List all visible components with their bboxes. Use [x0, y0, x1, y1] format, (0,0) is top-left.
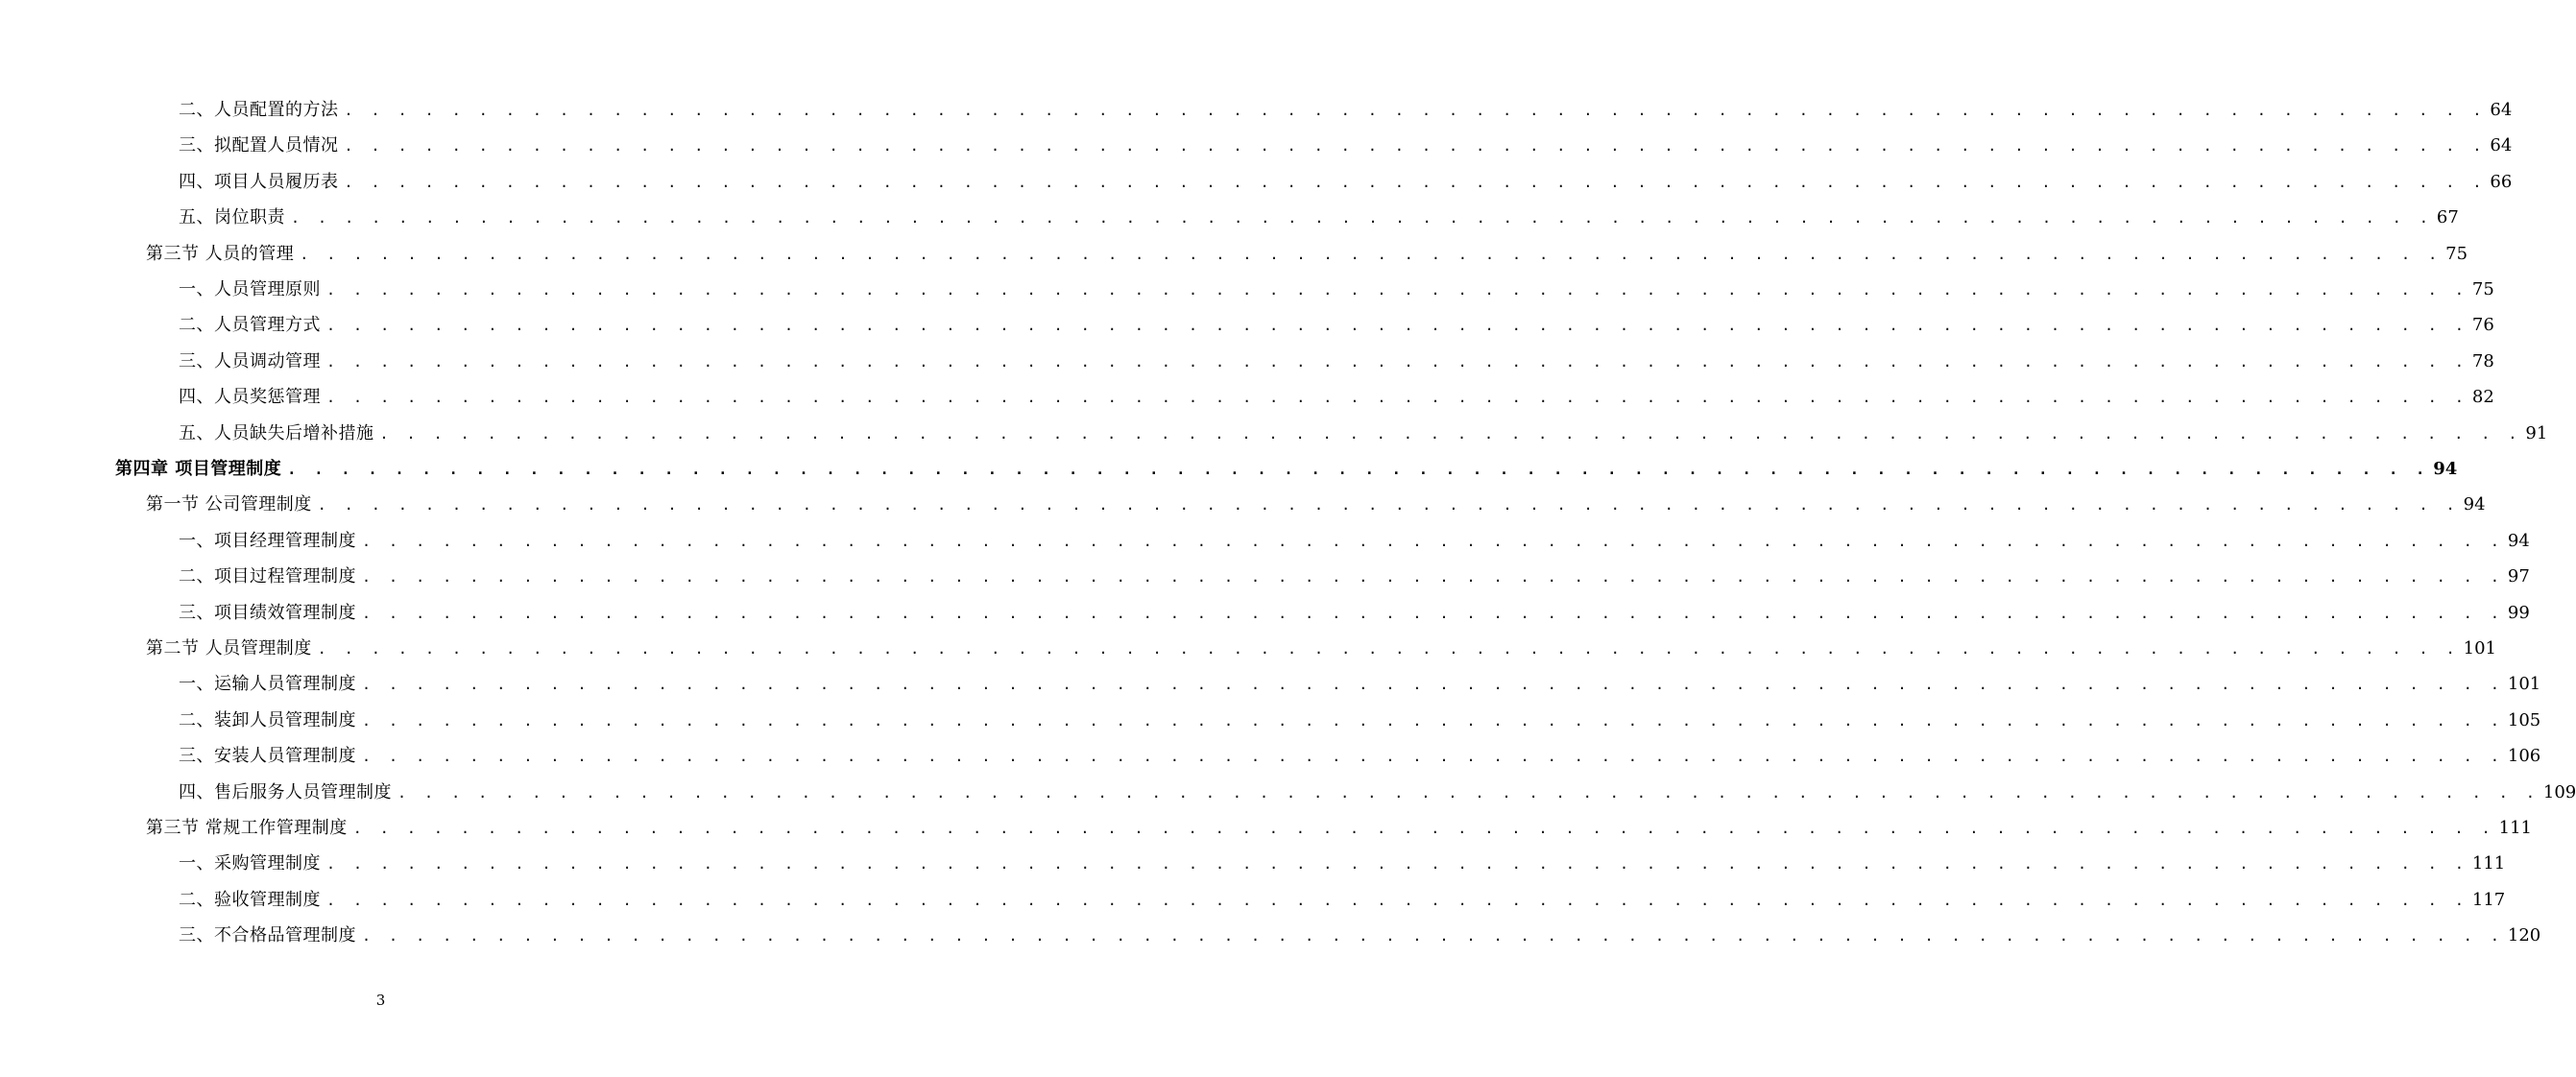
- toc-dot-leader: . . . . . . . . . . . . . . . . . . . . . . . . . . . . . . . . . . . . . . . . . . . . . . . . . . . . . . . . . . . . . . . . . . . . . . . . . . . . . . . .: [326, 891, 2468, 909]
- toc-entry-page: 109: [2542, 781, 2576, 802]
- toc-dot-leader: . . . . . . . . . . . . . . . . . . . . . . . . . . . . . . . . . . . . . . . . . . . . . . . . . . . . . . . . . . . . . . . . . . . . . . . . . . . . . . . .: [317, 640, 2460, 658]
- toc-dot-leader: . . . . . . . . . . . . . . . . . . . . . . . . . . . . . . . . . . . . . . . . . . . . . . . . . . . . . . . . . . . . . . . . . . . . . . . . . . . . . . . .: [326, 855, 2468, 874]
- toc-entry-page: 75: [2471, 279, 2494, 299]
- toc-entry-page: 97: [2507, 566, 2530, 587]
- toc-entry-title: 一、人员管理原则: [179, 279, 321, 299]
- toc-dot-leader: . . . . . . . . . . . . . . . . . . . . . . . . . . . . . . . . . . . . . . . . . . . . . . . . . . . . . . . . . . . . . . . . . . . . . . . . . . . . . . . .: [352, 820, 2495, 837]
- toc-entry-page: 82: [2471, 387, 2494, 408]
- toc-dot-leader: . . . . . . . . . . . . . . . . . . . . . . . . . . . . . . . . . . . . . . . . . . . . . . . . . . . . . . . . . . . . . . . . . . . . . . . . . . . . . . . .: [362, 604, 2504, 622]
- toc-dot-leader: . . . . . . . . . . . . . . . . . . . . . . . . . . . . . . . . . . . . . . . . . . . . . . . . . . . . . . . . . . . . . . . . . . . . . . . . . . . . . . . .: [362, 532, 2504, 550]
- toc-subsection-entry[interactable]: [179, 562, 2530, 591]
- toc-entry-page: 117: [2471, 889, 2506, 910]
- toc-entry-title: 二、人员配置的方法: [179, 100, 339, 120]
- toc-dot-leader: . . . . . . . . . . . . . . . . . . . . . . . . . . . . . . . . . . . . . . . . . . . . . . . . . . . . . . . . . . . . . . . . . . . . . . . . . . . . . . . .: [379, 424, 2522, 443]
- toc-entry-title: 五、岗位职责: [179, 207, 285, 228]
- toc-section-entry[interactable]: [146, 814, 2532, 843]
- toc-dot-leader: . . . . . . . . . . . . . . . . . . . . . . . . . . . . . . . . . . . . . . . . . . . . . . . . . . . . . . . . . . . . . . . . . . . . . . . . . . . . . . . .: [362, 568, 2504, 586]
- toc-subsection-entry[interactable]: [179, 275, 2494, 304]
- toc-entry-title: 三、人员调动管理: [179, 350, 321, 371]
- toc-entry-title: 二、人员管理方式: [179, 315, 321, 336]
- toc-entry-page: 105: [2507, 709, 2541, 730]
- toc-subsection-entry[interactable]: [179, 706, 2541, 735]
- toc-subsection-entry[interactable]: [179, 527, 2530, 556]
- toc-dot-leader: . . . . . . . . . . . . . . . . . . . . . . . . . . . . . . . . . . . . . . . . . . . . . . . . . . . . . . . . . . . . . . . . . . . . . . . . . . . . . . . .: [326, 389, 2468, 407]
- toc-entry-page: 111: [2498, 818, 2532, 838]
- toc-entry-title: 第二节 人员管理制度: [146, 638, 312, 658]
- toc-entry-title: 三、不合格品管理制度: [179, 925, 356, 946]
- toc-subsection-entry[interactable]: [179, 311, 2494, 340]
- toc-subsection-entry[interactable]: [179, 599, 2530, 628]
- toc-entry-page: 67: [2436, 207, 2459, 228]
- toc-entry-page: 106: [2507, 746, 2541, 767]
- toc-entry-title: 二、验收管理制度: [179, 889, 321, 910]
- toc-entry-title: 一、采购管理制度: [179, 853, 321, 874]
- toc-entry-title: 一、项目经理管理制度: [179, 530, 356, 551]
- toc-entry-title: 二、装卸人员管理制度: [179, 709, 356, 730]
- toc-dot-leader: . . . . . . . . . . . . . . . . . . . . . . . . . . . . . . . . . . . . . . . . . . . . . . . . . . . . . . . . . . . . . . . . . . . . . . . . . . . . . . . .: [326, 352, 2468, 371]
- toc-entry-title: 第四章 项目管理制度: [115, 459, 282, 479]
- toc-dot-leader: . . . . . . . . . . . . . . . . . . . . . . . . . . . . . . . . . . . . . . . . . . . . . . . . . . . . . . . . . . . . . . . . . . . . . . . . . . . . . . . .: [362, 748, 2504, 766]
- toc-entry-title: 三、安装人员管理制度: [179, 746, 356, 767]
- toc-entry-page: 101: [2463, 638, 2496, 658]
- toc-entry-page: 75: [2445, 243, 2468, 264]
- toc-entry-page: 64: [2490, 100, 2513, 120]
- toc-subsection-entry[interactable]: [179, 921, 2541, 950]
- toc-entry-title: 三、拟配置人员情况: [179, 135, 339, 156]
- toc-dot-leader: . . . . . . . . . . . . . . . . . . . . . . . . . . . . . . . . . . . . . . . . . . . . . . . . . . . . . . . . . . . . . . . . . . . . . . . . . . . . . . . .: [397, 783, 2540, 802]
- toc-entry-title: 四、项目人员履历表: [179, 171, 339, 192]
- toc-dot-leader: . . . . . . . . . . . . . . . . . . . . . . . . . . . . . . . . . . . . . . . . . . . . . . . . . . . . . . . . . . . . . . . . . . . . . . . . . . . . . . . .: [344, 173, 2487, 191]
- toc-entry-page: 101: [2507, 674, 2541, 695]
- toc-subsection-entry[interactable]: [179, 347, 2494, 376]
- toc-entry-page: 94: [2433, 459, 2458, 479]
- toc-entry-page: 94: [2463, 494, 2486, 515]
- toc-dot-leader: . . . . . . . . . . . . . . . . . . . . . . . . . . . . . . . . . . . . . . . . . . . . . . . . . . . . . . . . . . . . . . . . . . . . . . . . . . . . . . . .: [317, 496, 2460, 515]
- page-number: 3: [375, 992, 386, 1009]
- toc-dot-leader: . . . . . . . . . . . . . . . . . . . . . . . . . . . . . . . . . . . . . . . . . . . . . . . . . . . . . . . . . . . . . . . . . . . . . . . . . . . . . . . .: [300, 245, 2443, 263]
- toc-subsection-entry[interactable]: [179, 96, 2513, 125]
- toc-subsection-entry[interactable]: [179, 742, 2541, 771]
- toc-subsection-entry[interactable]: [179, 850, 2506, 878]
- toc-entry-page: 99: [2507, 602, 2530, 623]
- toc-dot-leader: . . . . . . . . . . . . . . . . . . . . . . . . . . . . . . . . . . . . . . . . . . . . . . . . . . . . . . . . . . . . . . . . . . . . . . . . . . . . . . . .: [344, 102, 2487, 119]
- toc-entry-page: 91: [2525, 422, 2548, 443]
- toc-section-entry[interactable]: [146, 634, 2496, 663]
- toc-entry-page: 78: [2471, 350, 2494, 371]
- toc-section-entry[interactable]: [146, 491, 2486, 519]
- toc-subsection-entry[interactable]: [179, 383, 2494, 412]
- toc-dot-leader: . . . . . . . . . . . . . . . . . . . . . . . . . . . . . . . . . . . . . . . . . . . . . . . . . . . . . . . . . . . . . . . . . . . . . . . . . . . . . . . .: [326, 281, 2468, 299]
- toc-entry-title: 一、运输人员管理制度: [179, 674, 356, 695]
- toc-subsection-entry[interactable]: [179, 886, 2506, 915]
- toc-entry-page: 76: [2471, 315, 2494, 336]
- toc-entry-page: 94: [2507, 530, 2530, 551]
- toc-subsection-entry[interactable]: [179, 132, 2513, 160]
- toc-dot-leader: . . . . . . . . . . . . . . . . . . . . . . . . . . . . . . . . . . . . . . . . . . . . . . . . . . . . . . . . . . . . . . . . . . . . . . . . . . . . . . . .: [362, 711, 2504, 730]
- toc-dot-leader: . . . . . . . . . . . . . . . . . . . . . . . . . . . . . . . . . . . . . . . . . . . . . . . . . . . . . . . . . . . . . . . . . . . . . . . . . . . . . . . .: [291, 209, 2433, 227]
- toc-dot-leader: . . . . . . . . . . . . . . . . . . . . . . . . . . . . . . . . . . . . . . . . . . . . . . . . . . . . . . . . . . . . . . . . . . . . . . . . . . . . . . . .: [362, 927, 2504, 945]
- toc-subsection-entry[interactable]: [179, 778, 2576, 807]
- toc-entry-title: 第三节 人员的管理: [146, 243, 295, 264]
- toc-entry-title: 五、人员缺失后增补措施: [179, 422, 374, 443]
- toc-entry-title: 二、项目过程管理制度: [179, 566, 356, 587]
- toc-entry-title: 四、售后服务人员管理制度: [179, 781, 392, 802]
- toc-dot-leader: . . . . . . . . . . . . . . . . . . . . . . . . . . . . . . . . . . . . . . . . . . . . . . . . . . . . . . . . . . . . . . . . . . . . . . . . . . . . . . . .: [287, 461, 2430, 478]
- toc-chapter-entry[interactable]: [115, 455, 2458, 484]
- toc-subsection-entry[interactable]: [179, 168, 2513, 197]
- toc-dot-leader: . . . . . . . . . . . . . . . . . . . . . . . . . . . . . . . . . . . . . . . . . . . . . . . . . . . . . . . . . . . . . . . . . . . . . . . . . . . . . . . .: [362, 676, 2504, 694]
- toc-entry-title: 三、项目绩效管理制度: [179, 602, 356, 623]
- toc-dot-leader: . . . . . . . . . . . . . . . . . . . . . . . . . . . . . . . . . . . . . . . . . . . . . . . . . . . . . . . . . . . . . . . . . . . . . . . . . . . . . . . .: [344, 137, 2487, 156]
- toc-entry-page: 120: [2507, 925, 2541, 946]
- toc-entry-title: 第一节 公司管理制度: [146, 494, 312, 515]
- toc-subsection-entry[interactable]: [179, 203, 2459, 232]
- toc-section-entry[interactable]: [146, 240, 2468, 269]
- toc-subsection-entry[interactable]: [179, 419, 2548, 448]
- toc-dot-leader: . . . . . . . . . . . . . . . . . . . . . . . . . . . . . . . . . . . . . . . . . . . . . . . . . . . . . . . . . . . . . . . . . . . . . . . . . . . . . . . .: [326, 317, 2468, 335]
- toc-entry-page: 66: [2490, 171, 2513, 192]
- toc-entry-title: 第三节 常规工作管理制度: [146, 818, 348, 838]
- toc-entry-page: 64: [2490, 135, 2513, 156]
- toc-subsection-entry[interactable]: [179, 670, 2541, 699]
- toc-entry-title: 四、人员奖惩管理: [179, 387, 321, 408]
- toc-entry-page: 111: [2471, 853, 2506, 874]
